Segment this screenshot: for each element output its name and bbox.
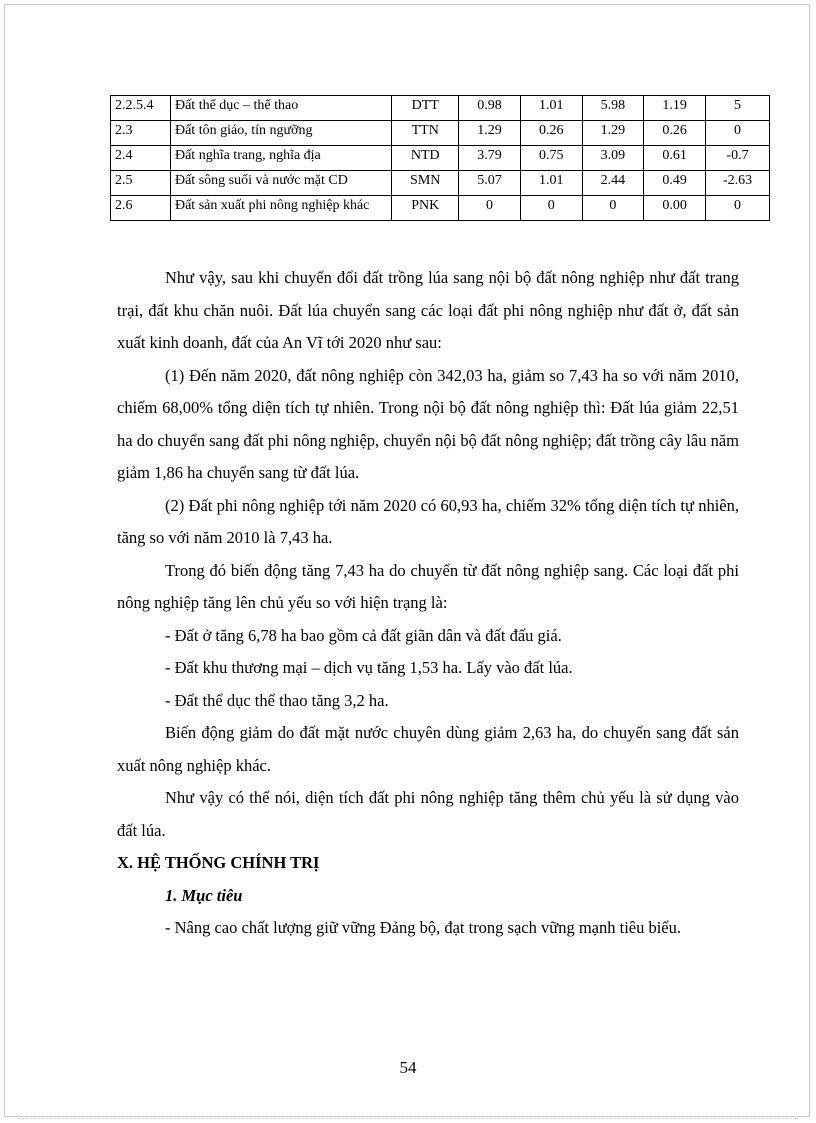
- bullet-item: - Đất khu thương mại – dịch vụ tăng 1,53 ha. Lấy vào đất lúa.: [165, 658, 573, 677]
- table-cell-v3: 5.98: [582, 96, 644, 121]
- table-cell-symbol: PNK: [392, 196, 459, 221]
- paragraph: Trong đó biến động tăng 7,43 ha do chuyển từ đất nông nghiệp sang. Các loại đất phi nông nghiệp tăng lên chủ yếu so với hiện trạng là:: [117, 560, 739, 612]
- table-cell-symbol: SMN: [392, 171, 459, 196]
- page-bottom-divider: [18, 1118, 798, 1119]
- table-cell-code: 2.6: [111, 196, 171, 221]
- table-cell-v1: 0: [459, 196, 521, 221]
- table-cell-v4: 0.49: [644, 171, 706, 196]
- table-cell-v1: 5.07: [459, 171, 521, 196]
- table-cell-symbol: TTN: [392, 121, 459, 146]
- bullet-item: - Đất ở tăng 6,78 ha bao gồm cả đất giãn dân và đất đấu giá.: [165, 625, 562, 645]
- table-cell-symbol: NTD: [392, 146, 459, 171]
- table-cell-v4: 0.61: [644, 146, 706, 171]
- table-cell-v5: -2.63: [706, 171, 770, 196]
- table-cell-v1: 3.79: [459, 146, 521, 171]
- paragraph: Như vậy có thể nói, diện tích đất phi nông nghiệp tăng thêm chủ yếu là sử dụng vào đất lúa.: [117, 788, 739, 840]
- table-cell-v3: 1.29: [582, 121, 644, 146]
- land-use-table: [110, 95, 770, 221]
- table-cell-name: Đất tôn giáo, tín ngưỡng: [170, 121, 391, 146]
- table-cell-v3: 3.09: [582, 146, 644, 171]
- table-cell-v5: 0: [706, 196, 770, 221]
- table-cell-v5: 5: [706, 96, 770, 121]
- paragraph: Như vậy, sau khi chuyển đổi đất trồng lúa sang nội bộ đất nông nghiệp như đất trang trại, đất khu chăn nuôi. Đất lúa chuyển sang các loại đất phi nông nghiệp như đất ở, đất sản xuất kinh doanh, đất của An Vĩ tới 2020 như sau:: [117, 268, 739, 352]
- paragraph: (2) Đất phi nông nghiệp tới năm 2020 có 60,93 ha, chiếm 32% tổng diện tích tự nhiên, tăng so với năm 2010 là 7,43 ha.: [117, 495, 739, 547]
- paragraph: - Nâng cao chất lượng giữ vững Đảng bộ, đạt trong sạch vững mạnh tiêu biểu.: [165, 918, 682, 937]
- table-row: [111, 196, 770, 221]
- table-cell-v4: 1.19: [644, 96, 706, 121]
- section-heading: X. HỆ THỐNG CHÍNH TRỊ: [117, 853, 320, 872]
- table-cell-name: Đất nghĩa trang, nghĩa địa: [170, 146, 391, 171]
- table-cell-v4: 0.00: [644, 196, 706, 221]
- table-cell-v2: 0: [520, 196, 582, 221]
- table-cell-code: 2.2.5.4: [111, 96, 171, 121]
- table-cell-v1: 1.29: [459, 121, 521, 146]
- table-cell-v2: 0.26: [520, 121, 582, 146]
- table-row: [111, 96, 770, 121]
- table-row: [111, 121, 770, 146]
- table-cell-code: 2.4: [111, 146, 171, 171]
- page-number: 54: [399, 1058, 417, 1077]
- table-cell-v3: 2.44: [582, 171, 644, 196]
- table-cell-v2: 0.75: [520, 146, 582, 171]
- table-cell-symbol: DTT: [392, 96, 459, 121]
- subsection-heading: 1. Mục tiêu: [165, 885, 243, 905]
- bullet-item: - Đất thể dục thể thao tăng 3,2 ha.: [165, 690, 389, 710]
- table-cell-name: Đất thể dục – thể thao: [170, 96, 391, 121]
- table-cell-code: 2.5: [111, 171, 171, 196]
- table-cell-v2: 1.01: [520, 171, 582, 196]
- table-cell-name: Đất sản xuất phi nông nghiệp khác: [170, 196, 391, 221]
- table-cell-v1: 0.98: [459, 96, 521, 121]
- table-row: [111, 146, 770, 171]
- table-cell-name: Đất sông suối và nước mặt CD: [170, 171, 391, 196]
- document-body: [117, 262, 739, 945]
- table-cell-v2: 1.01: [520, 96, 582, 121]
- table-cell-v5: -0.7: [706, 146, 770, 171]
- table-cell-v3: 0: [582, 196, 644, 221]
- paragraph: (1) Đến năm 2020, đất nông nghiệp còn 342,03 ha, giảm so 7,43 ha so với năm 2010, chiếm 68,00% tổng diện tích tự nhiên. Trong nội bộ đất nông nghiệp thì: Đất lúa giảm 22,51 ha do chuyển sang đất phi nông nghiệp, chuyển nội bộ đất nông nghiệp; đất trồng cây lâu năm giảm 1,86 ha chuyển sang từ đất lúa.: [117, 365, 739, 482]
- table-cell-v4: 0.26: [644, 121, 706, 146]
- table-cell-code: 2.3: [111, 121, 171, 146]
- paragraph: Biến động giảm do đất mặt nước chuyên dùng giảm 2,63 ha, do chuyển sang đất sản xuất nông nghiệp khác.: [117, 723, 739, 775]
- table-row: [111, 171, 770, 196]
- table-cell-v5: 0: [706, 121, 770, 146]
